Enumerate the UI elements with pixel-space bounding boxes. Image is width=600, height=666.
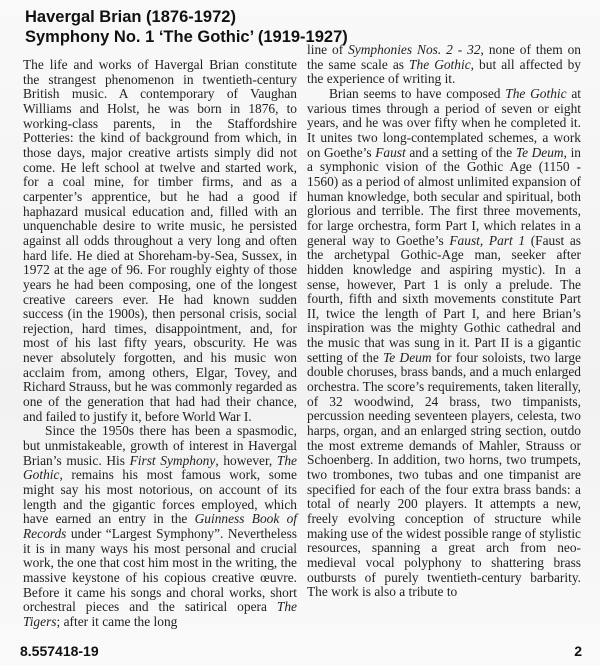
italic-title: The Tigers (23, 599, 297, 629)
italic-title: First Symphony (129, 452, 216, 468)
italic-title: Faust (375, 144, 406, 160)
italic-title: Faust, Part 1 (449, 232, 526, 248)
body-columns (0, 42, 600, 630)
italic-title: Te Deum (383, 349, 432, 365)
page-number: 2 (574, 642, 582, 659)
page-footer (0, 630, 600, 660)
italic-title: Te Deum (515, 144, 564, 160)
italic-title: The Gothic (505, 85, 567, 101)
italic-title: The Gothic (409, 56, 471, 72)
catalogue-number: 8.557418-19 (20, 642, 99, 659)
italic-title: The Gothic (23, 452, 297, 483)
page-heading (25, 7, 600, 47)
paragraph: Brian seems to have composed The Gothic at various times through a period of seven or eight years, and he was over fifty when he completed it. It unites two long-contemplated schemes, a work on Goethe’s Faust and a setting of the Te Deum, in a symphonic vision of the Gothic Age (1150 - 1560) as a period of almost unlimited expansion of human knowledge, both secular and spiritual, both glorious and terrible. The first three movements, for large orchestra, form Part I, which relates in a general way to Goethe’s Faust, Part 1 (Faust as the archetypal Gothic-Age man, seeker after hidden knowledge and aspiring mystic). In a sense, however, Part 1 is only a prelude. The fourth, fifth and sixth movements constitute Part II, twice the length of Part I, and here Brian’s inspiration was the mighty Gothic cathedral and the music that was sung in it. Part II is a gigantic setting of the Te Deum for four soloists, two large double choruses, brass bands, and a much enlarged orchestra. The score’s requirements, taken literally, of 32 woodwind, 24 brass, two timpanists, percussion needing seventeen players, celesta, two harps, organ, and an enlarged string section, outdo the most extreme demands of Mahler, Strauss or Schoenberg. In addition, two horns, two trumpets, two trombones, two tubas and one timpanist are specified for each of the four extra brass bands: a total of nearly 200 players. It attempts a new, freely evolving conception of structure while making use of the widest possible range of stylistic resources, spanning a great arch from neo-medieval vocal polyphony to shattering brass outbursts of purely twentieth-century barbarity. The work is also a tribute to (307, 85, 581, 600)
left-column (23, 58, 297, 630)
right-column (307, 43, 581, 600)
composer-title: Havergal Brian (1876-1972) (25, 8, 236, 26)
paragraph: The life and works of Havergal Brian constitute the strangest phenomenon in twentieth-century British music. A contemporary of Vaughan Williams and Holst, he was born in 1876, to working-class parents, in the Staffordshire Potteries: the kind of background from which, in those days, major creative artists simply did not come. He left school at twelve and started work, for a coal mine, for timber firms, and as a carpenter’s apprentice, but he had a good if haphazard musical education and, filled with an unquenchable desire to write music, he persisted against all odds throughout a very long and often hard life. He died at Shoreham-by-Sea, Sussex, in 1972 at the age of 96. For roughly eighty of those years he had been composing, one of the longest creative careers ever. He had known sudden success (in the 1900s), then personal crisis, social rejection, hard times, disappointment, and, for most of his last fifty years, obscurity. He was never absolutely forgotten, and his music won acclaim from, among others, Elgar, Tovey, and Richard Strauss, but he was commonly regarded as one of the generation that had had their chance, and failed to justify it, before World War I. (23, 57, 297, 424)
italic-title: Guinness Book of Records (23, 511, 297, 541)
work-title: Symphony No. 1 ‘The Gothic’ (1919-1927) (25, 28, 348, 46)
italic-title: Symphonies Nos. 2 - 32 (348, 42, 481, 57)
paragraph: Since the 1950s there has been a spasmodic, but unmistakeable, growth of interest in Havergal Brian’s music. His First Symphony, however, The Gothic, remains his most famous work, some might say his most notorious, on account of its length and the gigantic forces employed, which have earned an entry in the Guinness Book of Records under “Largest Symphony”. Nevertheless it is in many ways his most personal and crucial work, the one that cost him most in the writing, the massive keystone of his copious creative œuvre. Before it came his songs and choral works, short orchestral pieces and the satirical opera The Tigers; after it came the long (23, 423, 297, 629)
paragraph: line of Symphonies Nos. 2 - 32, none of them on the same scale as The Gothic, but all affected by the experience of writing it. (307, 42, 581, 87)
